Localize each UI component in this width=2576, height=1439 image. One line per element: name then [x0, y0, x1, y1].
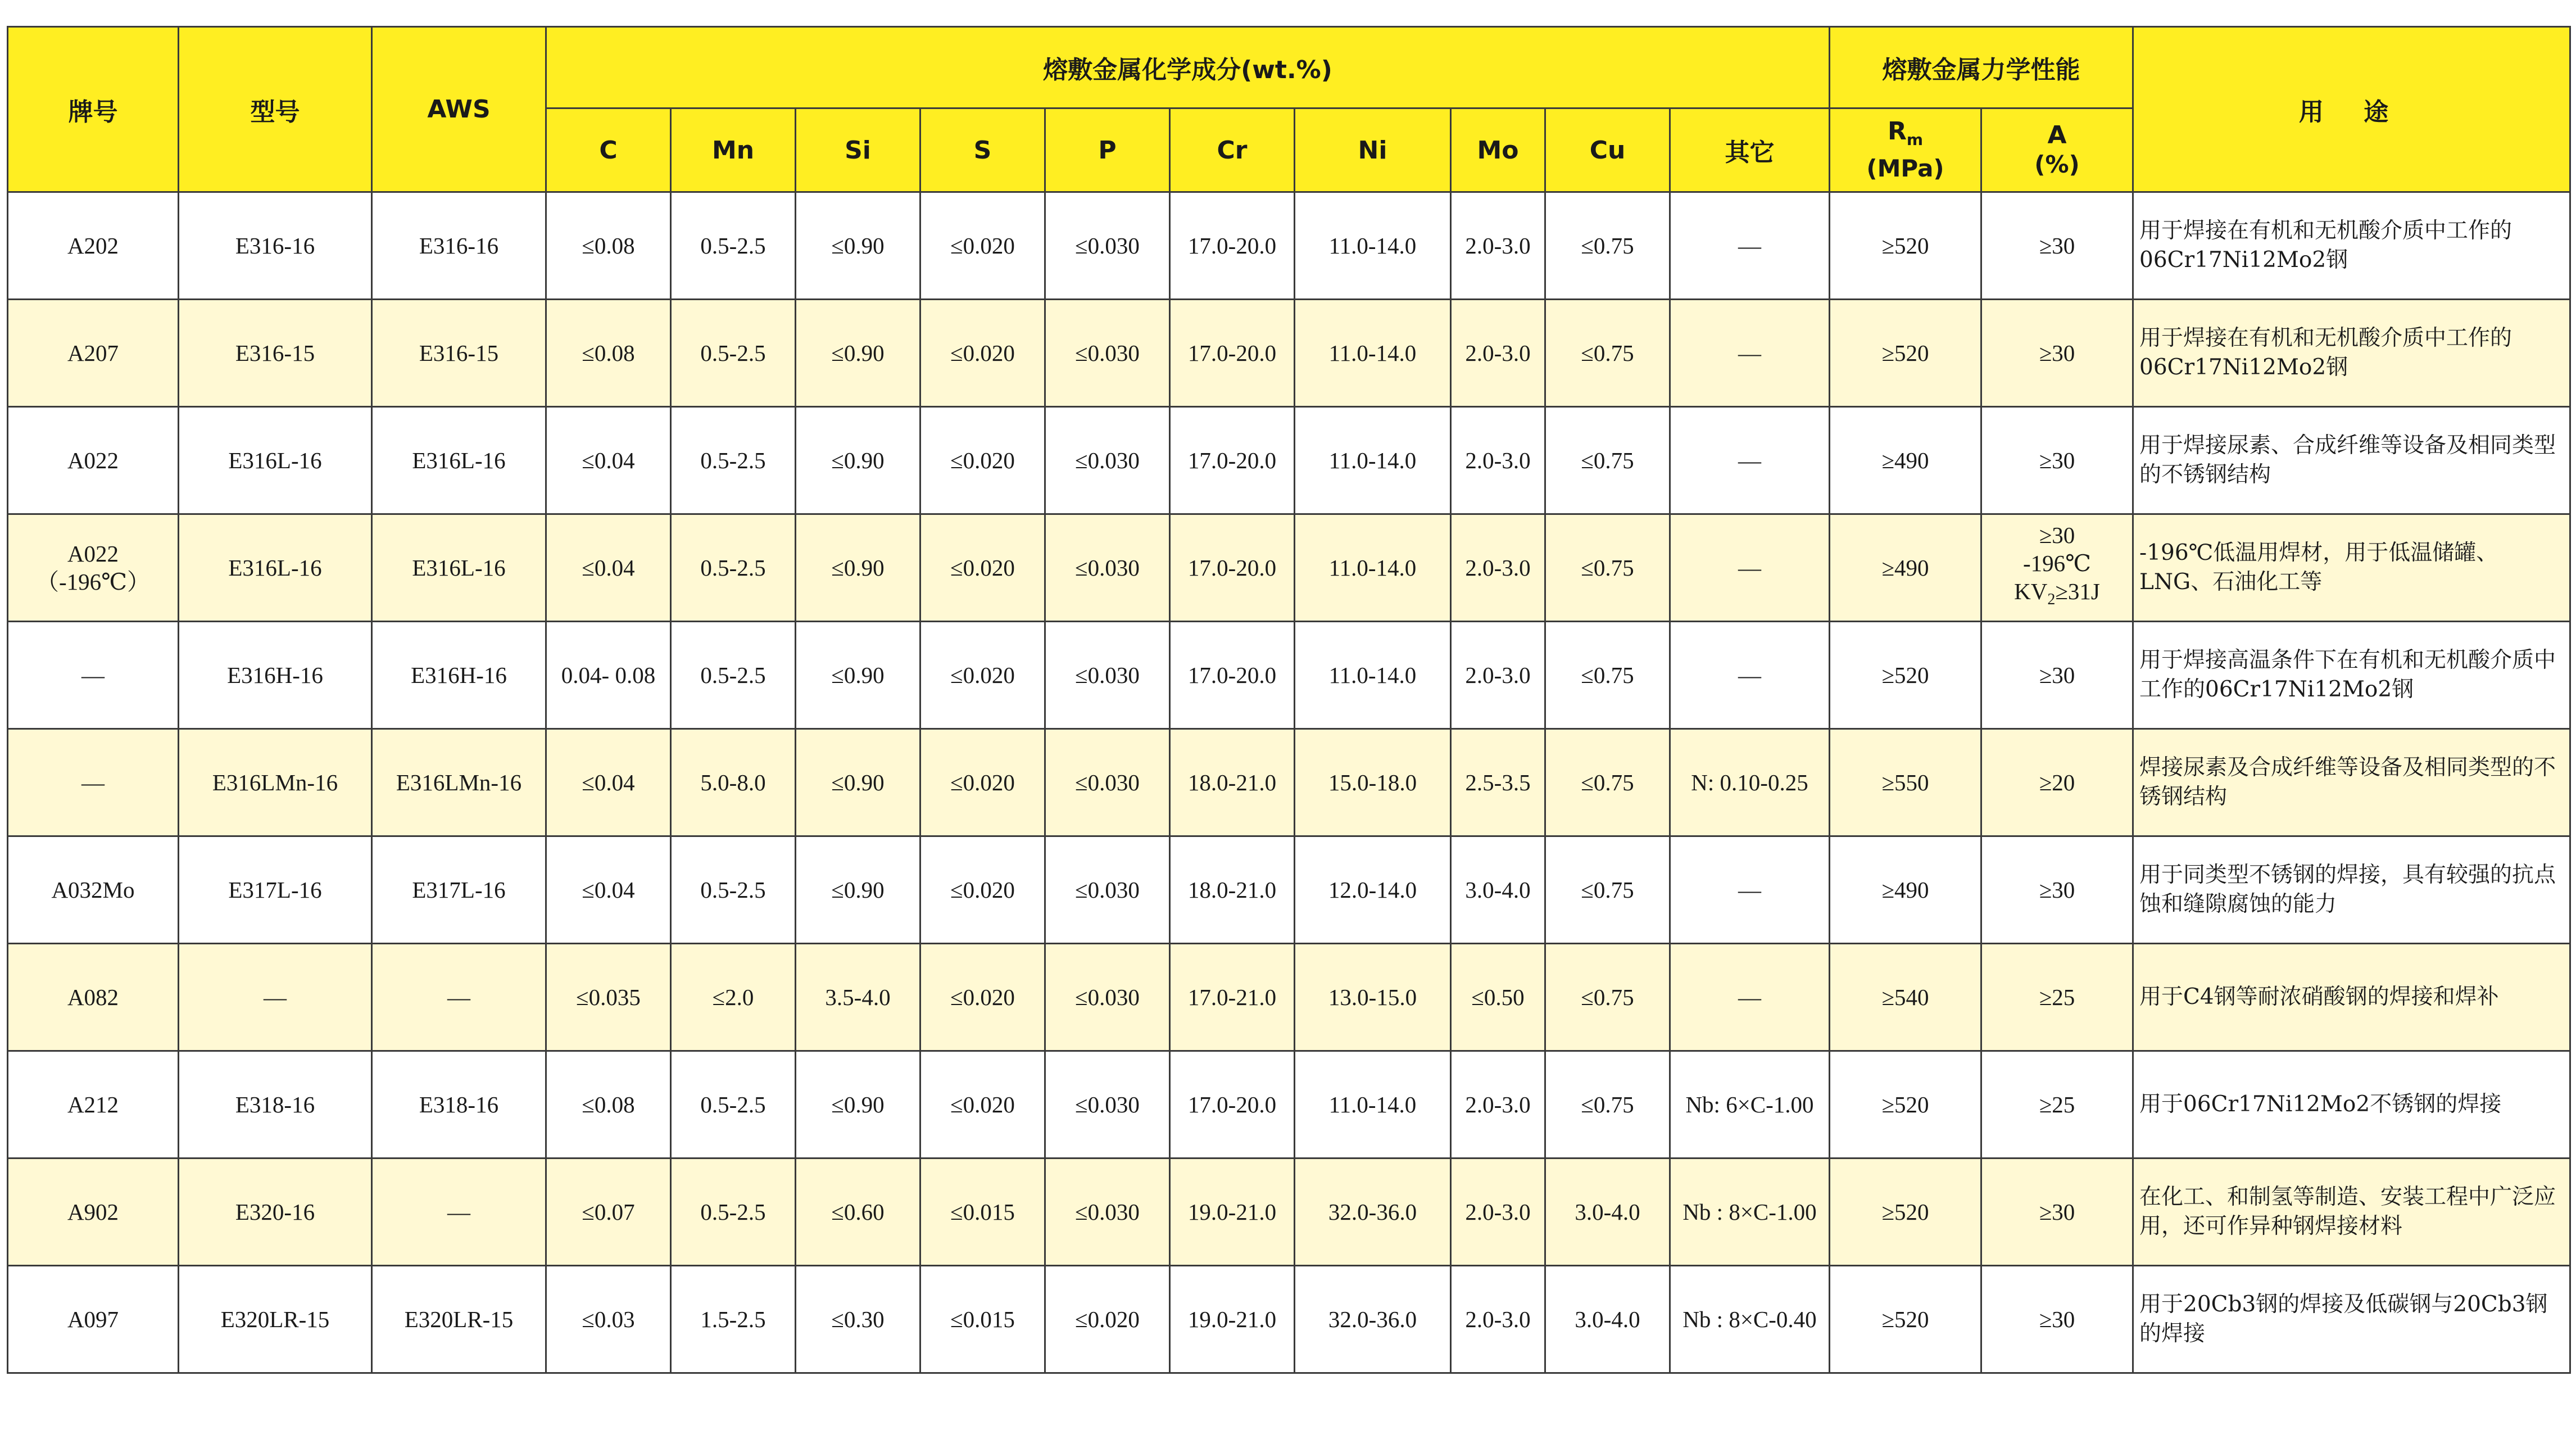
model-cell: — [179, 944, 372, 1051]
impact-energy-line [1985, 577, 2129, 614]
s-cell: ≤0.015 [920, 1159, 1045, 1266]
elongation-line: ≥30 [2039, 662, 2075, 688]
cr-cell: 17.0-20.0 [1170, 1051, 1295, 1159]
header-element-p: P [1045, 108, 1170, 192]
mo-cell: 2.0-3.0 [1451, 1159, 1545, 1266]
kv-symbol: KV [2014, 578, 2048, 605]
tensile-cell: ≥520 [1830, 192, 1981, 300]
c-cell: ≤0.04 [546, 729, 671, 836]
cr-cell: 18.0-21.0 [1170, 836, 1295, 944]
kv-subscript: 2 [2047, 591, 2056, 609]
mn-cell: 0.5-2.5 [671, 836, 796, 944]
table-row [8, 300, 2570, 407]
model-cell: E320-16 [179, 1159, 372, 1266]
p-cell: ≤0.030 [1045, 300, 1170, 407]
other-cell: Nb : 8×C-0.40 [1670, 1266, 1830, 1373]
elongation-line: ≥30 [2039, 1199, 2075, 1225]
si-cell: ≤0.90 [796, 729, 920, 836]
s-cell: ≤0.015 [920, 1266, 1045, 1373]
grade-cell [8, 622, 179, 729]
cu-cell: ≤0.75 [1545, 514, 1670, 622]
grade-cell [8, 407, 179, 514]
si-cell: ≤0.90 [796, 192, 920, 300]
header-element-cu: Cu [1545, 108, 1670, 192]
header-element-cr: Cr [1170, 108, 1295, 192]
grade-cell [8, 300, 179, 407]
aws-cell: E316L-16 [372, 514, 546, 622]
model-cell: E316LMn-16 [179, 729, 372, 836]
model-cell: E316L-16 [179, 407, 372, 514]
tensile-cell: ≥520 [1830, 1051, 1981, 1159]
elongation-cell [1981, 1266, 2133, 1373]
grade-line: — [81, 662, 105, 688]
a-symbol: A [2047, 121, 2067, 150]
other-cell: — [1670, 944, 1830, 1051]
s-cell: ≤0.020 [920, 622, 1045, 729]
p-cell: ≤0.030 [1045, 944, 1170, 1051]
aws-cell: E316H-16 [372, 622, 546, 729]
mo-cell: 2.0-3.0 [1451, 622, 1545, 729]
mn-cell: 0.5-2.5 [671, 514, 796, 622]
grade-line: A097 [67, 1306, 119, 1332]
other-cell: Nb: 6×C-1.00 [1670, 1051, 1830, 1159]
p-cell: ≤0.030 [1045, 836, 1170, 944]
cr-cell: 19.0-21.0 [1170, 1266, 1295, 1373]
si-cell: ≤0.90 [796, 1051, 920, 1159]
other-cell: — [1670, 192, 1830, 300]
si-cell: ≤0.90 [796, 836, 920, 944]
header-element-mo: Mo [1451, 108, 1545, 192]
other-cell: — [1670, 836, 1830, 944]
cu-cell: ≤0.75 [1545, 192, 1670, 300]
usage-cell: 用于焊接在有机和无机酸介质中工作的06Cr17Ni12Mo2钢 [2133, 192, 2570, 300]
ni-cell: 12.0-14.0 [1295, 836, 1451, 944]
elongation-line: ≥30 [2039, 340, 2075, 366]
cr-cell: 17.0-21.0 [1170, 944, 1295, 1051]
usage-cell: 焊接尿素及合成纤维等设备及相同类型的不锈钢结构 [2133, 729, 2570, 836]
cu-cell: 3.0-4.0 [1545, 1266, 1670, 1373]
table-row [8, 192, 2570, 300]
table-row [8, 729, 2570, 836]
p-cell: ≤0.030 [1045, 407, 1170, 514]
model-cell: E316-15 [179, 300, 372, 407]
c-cell: ≤0.03 [546, 1266, 671, 1373]
elongation-line: ≥30 [2039, 233, 2075, 259]
c-cell: ≤0.035 [546, 944, 671, 1051]
aws-cell: E316-16 [372, 192, 546, 300]
mo-cell: ≤0.50 [1451, 944, 1545, 1051]
rm-unit: (MPa) [1866, 155, 1944, 183]
p-cell: ≤0.030 [1045, 622, 1170, 729]
aws-cell: E316LMn-16 [372, 729, 546, 836]
grade-cell [8, 514, 179, 622]
grade-line: A022 [67, 541, 119, 567]
grade-cell [8, 944, 179, 1051]
c-cell: ≤0.08 [546, 192, 671, 300]
c-cell: 0.04- 0.08 [546, 622, 671, 729]
table-row [8, 1266, 2570, 1373]
header-elongation [1981, 108, 2133, 192]
other-cell: — [1670, 407, 1830, 514]
model-cell: E316-16 [179, 192, 372, 300]
cu-cell: ≤0.75 [1545, 729, 1670, 836]
grade-line: （-196℃） [35, 569, 151, 595]
table-row [8, 514, 2570, 622]
mo-cell: 2.0-3.0 [1451, 514, 1545, 622]
cu-cell: ≤0.75 [1545, 300, 1670, 407]
header-usage: 用 途 [2133, 27, 2570, 192]
si-cell: ≤0.90 [796, 407, 920, 514]
model-cell: E317L-16 [179, 836, 372, 944]
cu-cell: 3.0-4.0 [1545, 1159, 1670, 1266]
p-cell: ≤0.030 [1045, 514, 1170, 622]
header-model: 型号 [179, 27, 372, 192]
c-cell: ≤0.04 [546, 836, 671, 944]
other-cell: — [1670, 300, 1830, 407]
mo-cell: 2.5-3.5 [1451, 729, 1545, 836]
mn-cell: 0.5-2.5 [671, 1159, 796, 1266]
si-cell: 3.5-4.0 [796, 944, 920, 1051]
usage-cell: 用于20Cb3钢的焊接及低碳钢与20Cb3钢的焊接 [2133, 1266, 2570, 1373]
p-cell: ≤0.030 [1045, 1051, 1170, 1159]
si-cell: ≤0.90 [796, 514, 920, 622]
ni-cell: 32.0-36.0 [1295, 1159, 1451, 1266]
elongation-cell [1981, 192, 2133, 300]
aws-cell: E316L-16 [372, 407, 546, 514]
kv-value: ≥31J [2055, 578, 2100, 605]
tensile-cell: ≥490 [1830, 407, 1981, 514]
cr-cell: 17.0-20.0 [1170, 192, 1295, 300]
p-cell: ≤0.030 [1045, 1159, 1170, 1266]
elongation-cell [1981, 729, 2133, 836]
a-unit: (%) [2034, 151, 2080, 178]
usage-cell: 用于C4钢等耐浓硝酸钢的焊接和焊补 [2133, 944, 2570, 1051]
tensile-cell: ≥550 [1830, 729, 1981, 836]
usage-cell: 用于焊接高温条件下在有机和无机酸介质中工作的06Cr17Ni12Mo2钢 [2133, 622, 2570, 729]
grade-line: — [81, 770, 105, 795]
grade-line: A032Mo [51, 877, 135, 903]
aws-cell: — [372, 1159, 546, 1266]
ni-cell: 32.0-36.0 [1295, 1266, 1451, 1373]
aws-cell: — [372, 944, 546, 1051]
cr-cell: 17.0-20.0 [1170, 622, 1295, 729]
ni-cell: 15.0-18.0 [1295, 729, 1451, 836]
mn-cell: ≤2.0 [671, 944, 796, 1051]
elongation-line: ≥20 [2039, 770, 2075, 795]
ni-cell: 13.0-15.0 [1295, 944, 1451, 1051]
c-cell: ≤0.07 [546, 1159, 671, 1266]
p-cell: ≤0.030 [1045, 729, 1170, 836]
elongation-cell [1981, 1051, 2133, 1159]
aws-cell: E320LR-15 [372, 1266, 546, 1373]
mn-cell: 0.5-2.5 [671, 1051, 796, 1159]
electrode-spec-table [7, 26, 2571, 1374]
elongation-line: ≥30 [2039, 877, 2075, 903]
header-mech-group: 熔敷金属力学性能 [1830, 27, 2133, 108]
mo-cell: 2.0-3.0 [1451, 1266, 1545, 1373]
model-cell: E318-16 [179, 1051, 372, 1159]
tensile-cell: ≥520 [1830, 622, 1981, 729]
mn-cell: 0.5-2.5 [671, 622, 796, 729]
table-row [8, 944, 2570, 1051]
mn-cell: 1.5-2.5 [671, 1266, 796, 1373]
usage-cell: 用于同类型不锈钢的焊接，具有较强的抗点蚀和缝隙腐蚀的能力 [2133, 836, 2570, 944]
table-body [8, 192, 2570, 1373]
tensile-cell: ≥490 [1830, 514, 1981, 622]
grade-cell [8, 1051, 179, 1159]
s-cell: ≤0.020 [920, 1051, 1045, 1159]
si-cell: ≤0.60 [796, 1159, 920, 1266]
elongation-line: -196℃ [2023, 550, 2092, 577]
s-cell: ≤0.020 [920, 192, 1045, 300]
elongation-line: ≥30 [2039, 447, 2075, 473]
usage-cell: 在化工、和制氢等制造、安装工程中广泛应用，还可作异种钢焊接材料 [2133, 1159, 2570, 1266]
mn-cell: 0.5-2.5 [671, 300, 796, 407]
grade-line: A902 [67, 1199, 119, 1225]
elongation-cell [1981, 300, 2133, 407]
ni-cell: 11.0-14.0 [1295, 192, 1451, 300]
elongation-cell [1981, 1159, 2133, 1266]
tensile-cell: ≥490 [1830, 836, 1981, 944]
c-cell: ≤0.08 [546, 1051, 671, 1159]
grade-cell [8, 729, 179, 836]
elongation-cell [1981, 622, 2133, 729]
elongation-cell [1981, 836, 2133, 944]
other-cell: — [1670, 514, 1830, 622]
table-row [8, 407, 2570, 514]
grade-line: A202 [67, 233, 119, 259]
model-cell: E316H-16 [179, 622, 372, 729]
grade-cell [8, 1266, 179, 1373]
cu-cell: ≤0.75 [1545, 1051, 1670, 1159]
grade-line: A207 [67, 340, 119, 366]
c-cell: ≤0.08 [546, 300, 671, 407]
elongation-cell [1981, 407, 2133, 514]
header-element-s: S [920, 108, 1045, 192]
tensile-cell: ≥520 [1830, 1159, 1981, 1266]
header-element-other: 其它 [1670, 108, 1830, 192]
ni-cell: 11.0-14.0 [1295, 300, 1451, 407]
p-cell: ≤0.030 [1045, 192, 1170, 300]
grade-cell [8, 1159, 179, 1266]
mo-cell: 2.0-3.0 [1451, 1051, 1545, 1159]
ni-cell: 11.0-14.0 [1295, 1051, 1451, 1159]
s-cell: ≤0.020 [920, 514, 1045, 622]
aws-cell: E316-15 [372, 300, 546, 407]
ni-cell: 11.0-14.0 [1295, 622, 1451, 729]
grade-line: A022 [67, 447, 119, 473]
elongation-line: ≥30 [2039, 522, 2075, 549]
usage-cell: 用于焊接在有机和无机酸介质中工作的06Cr17Ni12Mo2钢 [2133, 300, 2570, 407]
ni-cell: 11.0-14.0 [1295, 514, 1451, 622]
p-cell: ≤0.020 [1045, 1266, 1170, 1373]
cr-cell: 19.0-21.0 [1170, 1159, 1295, 1266]
usage-cell: -196℃低温用焊材，用于低温储罐、LNG、石油化工等 [2133, 514, 2570, 622]
mo-cell: 2.0-3.0 [1451, 192, 1545, 300]
mo-cell: 2.0-3.0 [1451, 407, 1545, 514]
header-element-si: Si [796, 108, 920, 192]
other-cell: N: 0.10-0.25 [1670, 729, 1830, 836]
aws-cell: E318-16 [372, 1051, 546, 1159]
header-tensile-strength [1830, 108, 1981, 192]
ni-cell: 11.0-14.0 [1295, 407, 1451, 514]
model-cell: E316L-16 [179, 514, 372, 622]
s-cell: ≤0.020 [920, 729, 1045, 836]
mo-cell: 2.0-3.0 [1451, 300, 1545, 407]
elongation-line: ≥25 [2039, 984, 2075, 1010]
usage-cell: 用于06Cr17Ni12Mo2不锈钢的焊接 [2133, 1051, 2570, 1159]
s-cell: ≤0.020 [920, 300, 1045, 407]
rm-symbol: R [1887, 116, 1907, 146]
grade-cell [8, 836, 179, 944]
cr-cell: 17.0-20.0 [1170, 407, 1295, 514]
cr-cell: 17.0-20.0 [1170, 514, 1295, 622]
tensile-cell: ≥540 [1830, 944, 1981, 1051]
elongation-cell [1981, 944, 2133, 1051]
aws-cell: E317L-16 [372, 836, 546, 944]
elongation-line: ≥30 [2039, 1306, 2075, 1332]
c-cell: ≤0.04 [546, 514, 671, 622]
table-row [8, 1051, 2570, 1159]
grade-line: A082 [67, 984, 119, 1010]
mn-cell: 0.5-2.5 [671, 192, 796, 300]
rm-subscript: m [1906, 130, 1924, 149]
s-cell: ≤0.020 [920, 836, 1045, 944]
tensile-cell: ≥520 [1830, 1266, 1981, 1373]
si-cell: ≤0.90 [796, 300, 920, 407]
table-row [8, 1159, 2570, 1266]
header-element-c: C [546, 108, 671, 192]
cu-cell: ≤0.75 [1545, 407, 1670, 514]
si-cell: ≤0.30 [796, 1266, 920, 1373]
tensile-cell: ≥520 [1830, 300, 1981, 407]
cr-cell: 17.0-20.0 [1170, 300, 1295, 407]
header-aws: AWS [372, 27, 546, 192]
mn-cell: 0.5-2.5 [671, 407, 796, 514]
other-cell: Nb : 8×C-1.00 [1670, 1159, 1830, 1266]
s-cell: ≤0.020 [920, 944, 1045, 1051]
other-cell: — [1670, 622, 1830, 729]
model-cell: E320LR-15 [179, 1266, 372, 1373]
cu-cell: ≤0.75 [1545, 944, 1670, 1051]
grade-line: A212 [67, 1092, 119, 1117]
grade-cell [8, 192, 179, 300]
mo-cell: 3.0-4.0 [1451, 836, 1545, 944]
usage-cell: 用于焊接尿素、合成纤维等设备及相同类型的不锈钢结构 [2133, 407, 2570, 514]
header-grade: 牌号 [8, 27, 179, 192]
header-element-ni: Ni [1295, 108, 1451, 192]
header-element-mn: Mn [671, 108, 796, 192]
cr-cell: 18.0-21.0 [1170, 729, 1295, 836]
mn-cell: 5.0-8.0 [671, 729, 796, 836]
header-chem-group: 熔敷金属化学成分(wt.%) [546, 27, 1830, 108]
table-row [8, 836, 2570, 944]
cu-cell: ≤0.75 [1545, 622, 1670, 729]
elongation-cell [1981, 514, 2133, 622]
si-cell: ≤0.90 [796, 622, 920, 729]
table-row [8, 622, 2570, 729]
c-cell: ≤0.04 [546, 407, 671, 514]
cu-cell: ≤0.75 [1545, 836, 1670, 944]
s-cell: ≤0.020 [920, 407, 1045, 514]
elongation-line: ≥25 [2039, 1092, 2075, 1117]
